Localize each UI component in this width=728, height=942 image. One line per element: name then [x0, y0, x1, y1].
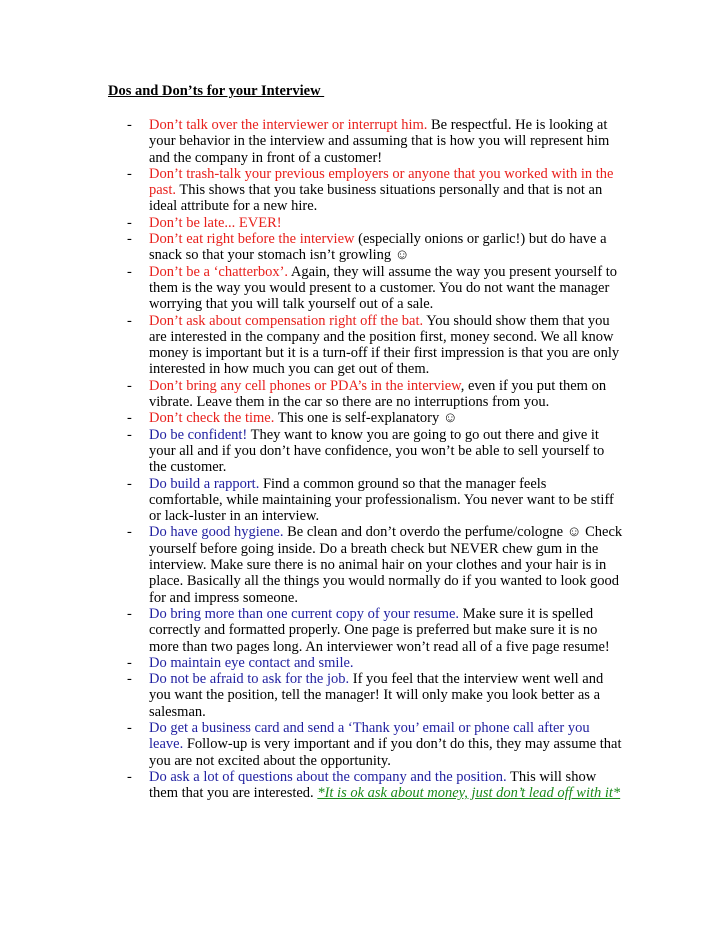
item-body: (especially onions or garlic!) but do have a snack so that your stomach isn’t growling ☺ [149, 231, 607, 264]
bullet-dash: - [127, 524, 132, 541]
item-lead: Don’t be late... EVER! [149, 214, 282, 231]
item-lead: Don’t eat right before the interview [149, 231, 355, 248]
bullet-dash: - [127, 214, 132, 231]
item-lead: Do ask a lot of questions about the company and the position. [149, 768, 507, 785]
item-body: Make sure it is spelled correctly and formatted properly. One page is preferred but make sure it is no more than two pages long. An interviewer won’t read all of a five page resume! [149, 605, 610, 655]
item-lead: Do not be afraid to ask for the job. [149, 671, 350, 688]
item-body: They want to know you are going to go out there and give it your all and if you don’t have confidence, you won’t be able to sell yourself to the customer. [149, 426, 605, 476]
list-item [0, 769, 623, 802]
item-lead: Don’t check the time. [149, 410, 275, 427]
item-lead: Do be confident! [149, 426, 248, 443]
bullet-dash: - [127, 165, 132, 182]
item-lead: Do get a business card and send a ‘Thank you’ email or phone call after you leave. [149, 719, 590, 753]
list-item [0, 313, 623, 378]
item-body: You should show them that you are interested in the company and the position first, money second. We all know money is important but it is a turn-off if their first impression is that you are only interested in how much you can get out of them. [149, 312, 620, 378]
bullet-dash: - [127, 312, 132, 329]
bullet-dash: - [127, 410, 132, 427]
list-item [0, 117, 623, 166]
tips-list [0, 117, 728, 801]
item-lead: Do bring more than one current copy of your resume. [149, 605, 460, 622]
list-item [0, 524, 623, 605]
item-body: Find a common ground so that the manager feels comfortable, while maintaining your professionalism. You never want to be stiff or lack-luster in an interview. [149, 475, 614, 525]
bullet-dash: - [127, 671, 132, 688]
bullet-dash: - [127, 768, 132, 785]
item-lead: Do maintain eye contact and smile. [149, 654, 354, 671]
item-body: This one is self-explanatory ☺ [274, 410, 458, 427]
item-lead: Don’t be a ‘chatterbox’. [149, 263, 289, 280]
list-item [0, 671, 623, 720]
bullet-dash: - [127, 475, 132, 492]
item-body: This will show them that you are interested. [149, 768, 597, 802]
list-item [0, 166, 623, 215]
item-body: Be clean and don’t overdo the perfume/cologne ☺ Check yourself before going inside. Do a breath check but NEVER chew gum in the interview. Make sure there is no animal hair on your clothes and your hair is in place. Basically all the things you would normally do if you wanted to look good for and impress someone. [149, 524, 623, 606]
list-item [0, 720, 623, 769]
item-body: This shows that you take business situations personally and that is not an ideal attribute for a new hire. [149, 182, 603, 215]
bullet-dash: - [127, 231, 132, 248]
item-body: Again, they will assume the way you present yourself to them is the way you would present to a customer. You do not want the manager worrying that you will talk yourself out of a sale. [149, 263, 618, 313]
list-item [0, 655, 623, 671]
bullet-dash: - [127, 605, 132, 622]
item-body: If you feel that the interview went well and you want the position, tell the manager! It will only make you look better as a salesman. [149, 671, 604, 720]
item-lead: Don’t ask about compensation right off the bat. [149, 312, 424, 329]
item-lead: Do build a rapport. [149, 475, 260, 492]
item-body: Be respectful. He is looking at your behavior in the interview and assuming that is how you will represent him and the company in front of a customer! [149, 117, 610, 166]
list-item [0, 476, 623, 525]
list-item [0, 264, 623, 313]
money-note: *It is ok ask about money, just don’t lead off with it* [317, 785, 621, 802]
item-lead: Do have good hygiene. [149, 524, 284, 541]
item-lead: Don’t talk over the interviewer or interrupt him. [149, 117, 428, 133]
bullet-dash: - [127, 377, 132, 394]
item-body: , even if you put them on vibrate. Leave them in the car so there are no interruptions from you. [149, 377, 607, 411]
bullet-dash: - [127, 719, 132, 736]
list-item [0, 231, 623, 264]
item-lead: Don’t bring any cell phones or PDA’s in the interview [149, 377, 461, 394]
item-body: Follow-up is very important and if you don’t do this, they may assume that you are not excited about the opportunity. [149, 736, 622, 769]
bullet-dash: - [127, 654, 132, 671]
page-title: Dos and Don’ts for your Interview [108, 83, 325, 99]
item-lead: Don’t trash-talk your previous employers or anyone that you worked with in the past. [149, 165, 614, 199]
list-item [0, 410, 623, 426]
bullet-dash: - [127, 117, 132, 133]
bullet-dash: - [127, 426, 132, 443]
list-item [0, 215, 623, 231]
list-item [0, 606, 623, 655]
bullet-dash: - [127, 263, 132, 280]
list-item [0, 378, 623, 411]
list-item [0, 427, 623, 476]
